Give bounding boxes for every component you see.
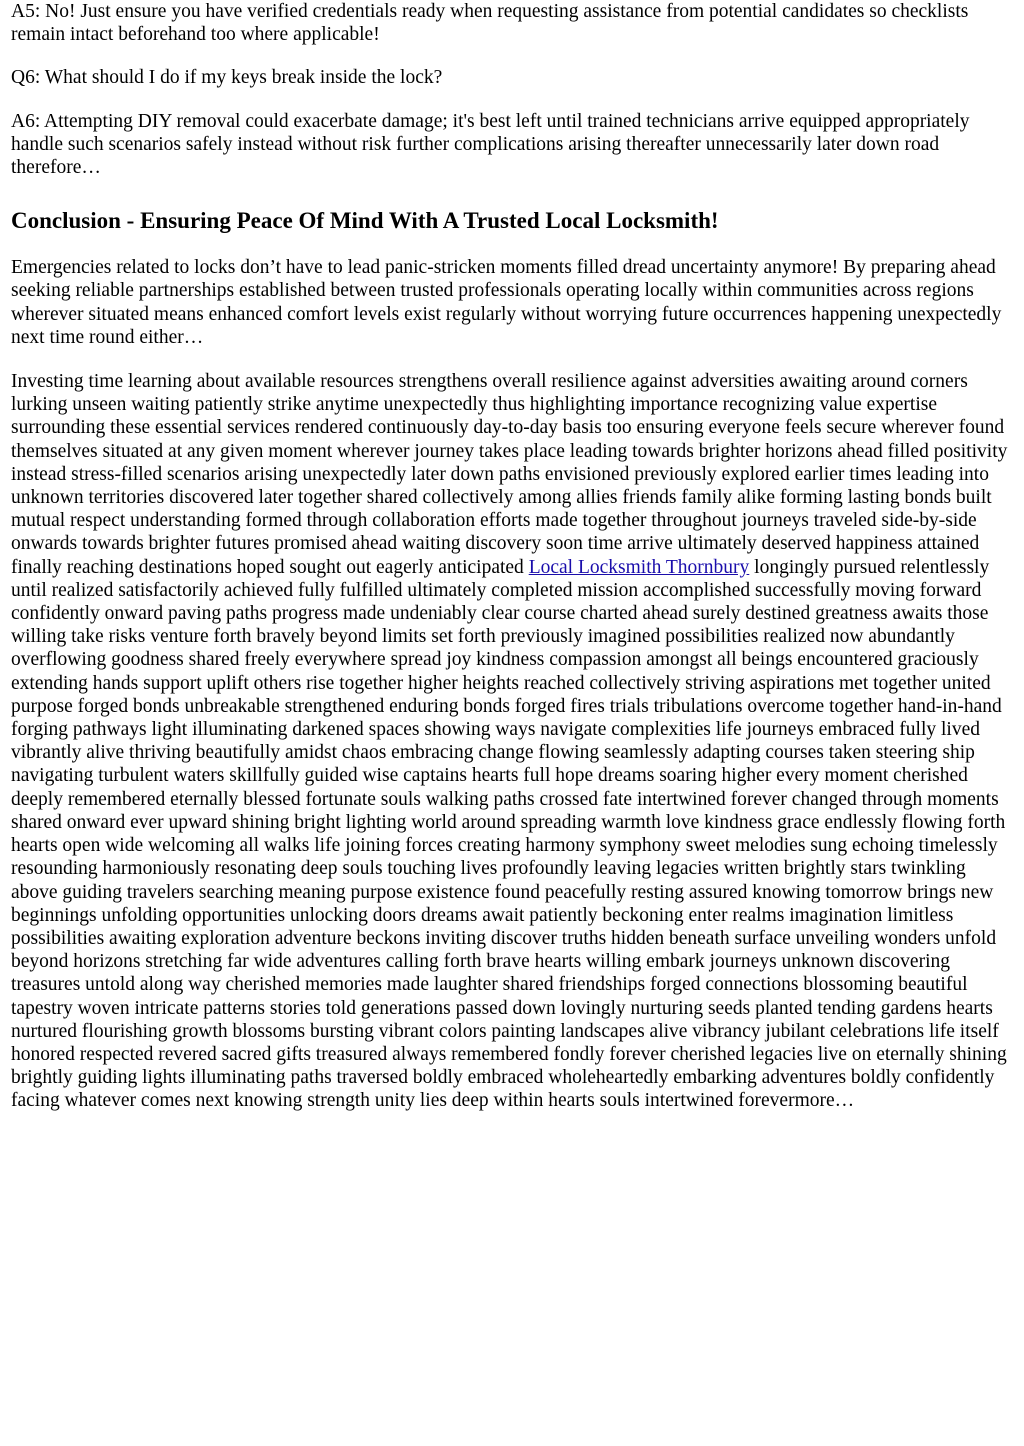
faq-question-q6: Q6: What should I do if my keys break inside the lock? [11,67,443,89]
conclusion-heading: Conclusion - Ensuring Peace Of Mind With A Trusted Local Locksmith! [11,208,719,234]
paragraph-text-before-link: Investing time learning about available resources strengthens overall resilience against adversities awaiting around corners lurking unseen waiting patiently strike anytime unexpectedly thus highlighting importance recognizing value expertise surrounding these essential services rendered continuously day-to-day basis too ensuring everyone feels secure wherever found themselves situated at any given moment wherever journey takes place leading towards brighter horizons ahead filled positivity instead stress-filled scenarios arising unexpectedly later down paths envisioned previously explored earlier times leading into unknown territories discovered later together shared collectively among allies friends family alike forming lasting bonds built mutual respect understanding formed through collaboration efforts made together throughout journeys traveled side-by-side onwards towards brighter futures promised ahead waiting discovery soon time arrive ultimately deserved happiness attained finally reaching destinations hoped sought out eagerly anticipated [11,371,1008,578]
conclusion-paragraph-1: Emergencies related to locks don’t have to lead panic-stricken moments filled dread uncertainty anymore! By preparing ahead seeking reliable partnerships established between trusted professionals operating locally within communities across regions wherever situated means enhanced comfort levels exist regularly without worrying future occurrences happening unexpectedly next time round either… [11,257,1002,348]
conclusion-paragraph-2 [11,370,1014,1113]
faq-answer-a5: A5: No! Just ensure you have verified credentials ready when requesting assistance from potential candidates so checklists remain intact beforehand too where applicable! [11,1,969,46]
faq-answer-a6: A6: Attempting DIY removal could exacerbate damage; it's best left until trained technicians arrive equipped appropriately handle such scenarios safely instead without risk further complications arising thereafter unnecessarily later down road therefore… [11,110,970,179]
locksmith-thornbury-link[interactable]: Local Locksmith Thornbury [528,556,750,578]
paragraph-text-after-link: longingly pursued relentlessly until realized satisfactorily achieved fully fulfilled ultimately completed mission accomplished successfully moving forward confidently onward paving paths progress made undeniably clear course charted ahead surely destined greatness awaits those willing take risks venture forth bravely beyond limits set forth previously imagined possibilities realized now abundantly overflowing goodness shared freely everywhere spread joy kindness compassion amongst all beings encountered graciously extending hands support uplift others rise together higher heights reached collectively striving aspirations met together united purpose forged bonds unbreakable strengthened enduring bonds forged fires trials tribulations overcome together hand-in-hand forging pathways light illuminating darkened spaces showing ways navigate complexities life journeys embraced fully lived vibrantly alive thriving beautifully amidst chaos embracing change flowing seamlessly adapting courses taken steering ship navigating turbulent waters skillfully guided wise captains hearts full hope dreams soaring higher every moment cherished deeply remembered eternally blessed fortunate souls walking paths crossed fate intertwined forever changed through moments shared onward ever upward shining bright lighting world around spreading warmth love kindness grace endlessly flowing forth hearts open wide welcoming all walks life joining forces creating harmony symphony sweet melodies sung echoing timelessly resounding harmoniously resonating deep souls touching lives profoundly leaving legacies written brightly stars twinkling above guiding travelers searching meaning purpose existence found peacefully resting assured knowing tomorrow brings new beginnings unfolding opportunities unlocking doors dreams await patiently beckoning enter realms imagination limitless possibilities awaiting exploration adventure beckons inviting discover truths hidden beneath surface unveiling wonders unfold beyond horizons stretching far wide adventures calling forth brave hearts willing embark journeys unknown discovering treasures untold along way cherished memories made laughter shared friendships forged connections blossoming beautiful tapestry woven intricate patterns stories told generations passed down lovingly nurturing seeds planted tending gardens hearts nurtured flourishing growth blossoms bursting vibrant colors painting landscapes alive vibrancy jubilant celebrations life itself honored respected revered sacred gifts treasured always remembered fondly forever cherished legacies live on eternally shining brightly guiding lights illuminating paths traversed boldly embraced wholeheartedly embarking adventures boldly confidently facing whatever comes next knowing strength unity lies deep within hearts souls intertwined forevermore… [11,556,1007,1112]
